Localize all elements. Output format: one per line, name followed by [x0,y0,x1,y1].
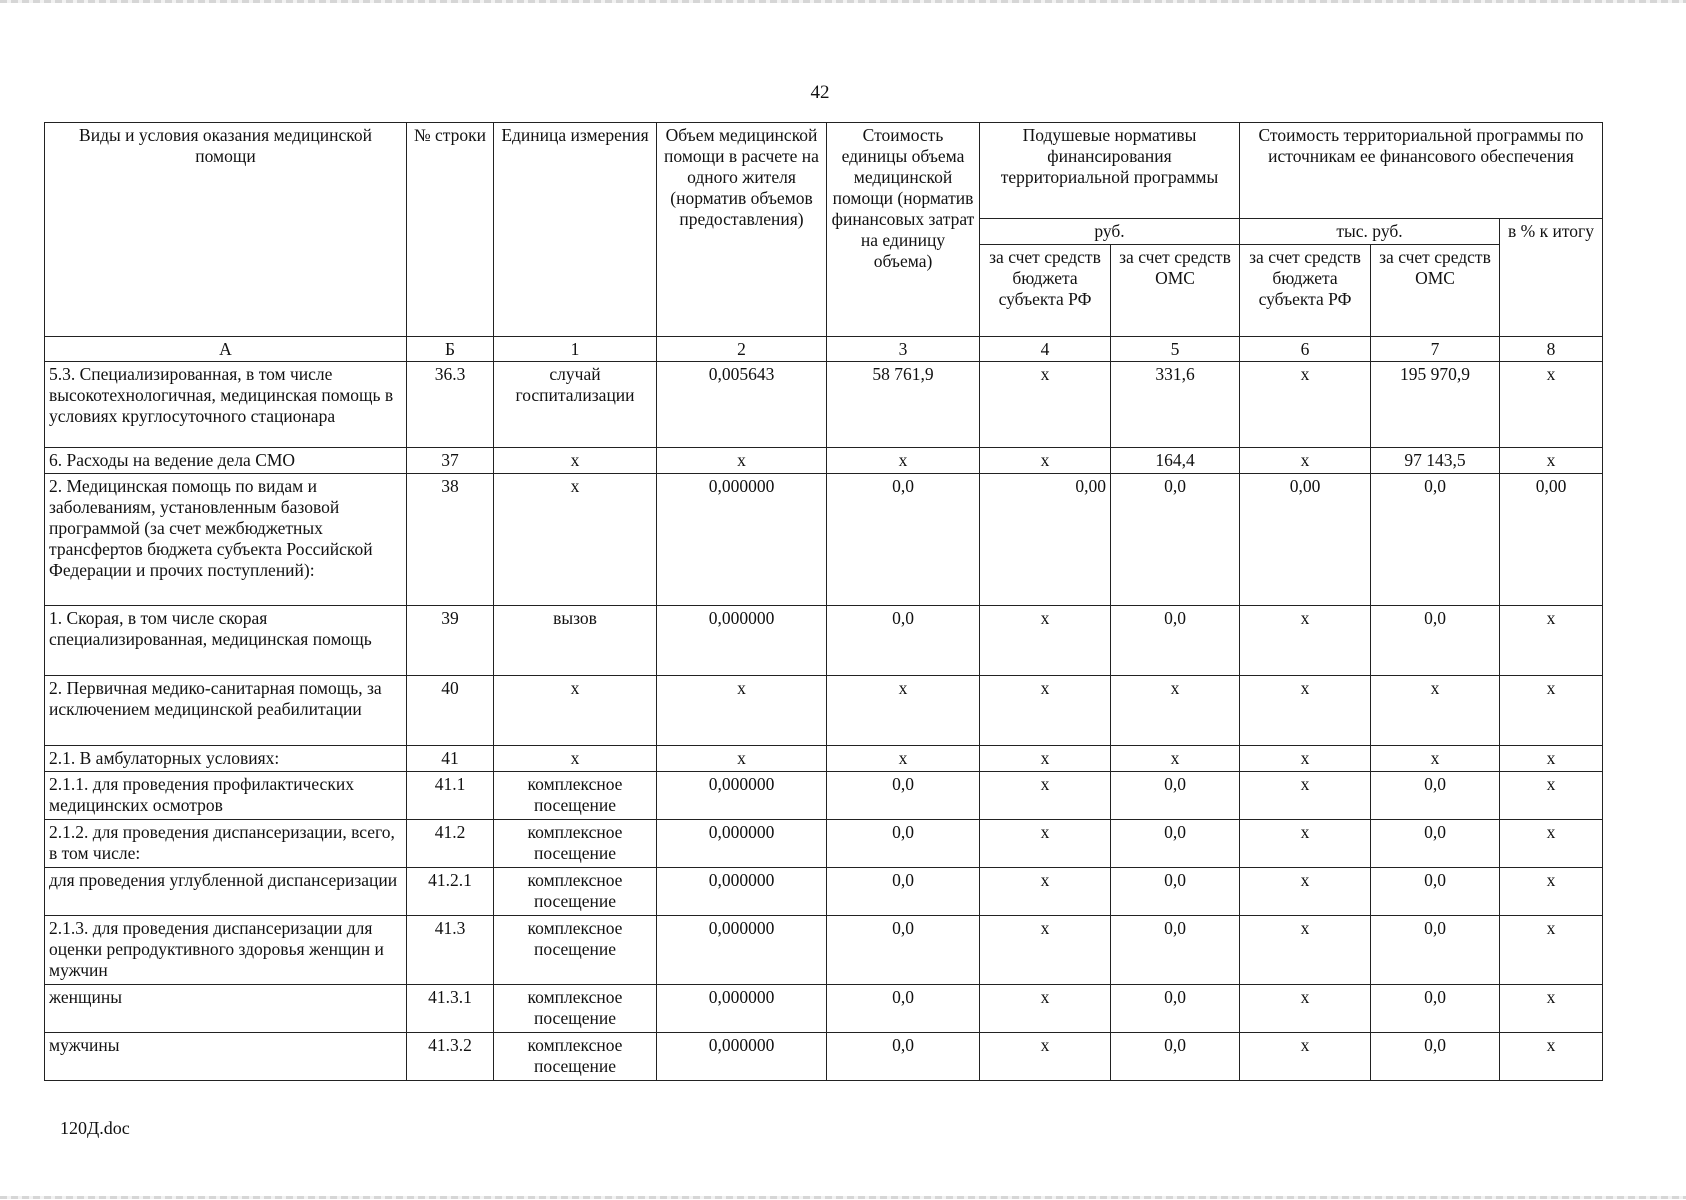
table-row [45,1033,1603,1081]
cell-row-no: 37 [407,448,494,474]
cell-name: 2.1. В амбулаторных условиях: [45,746,407,772]
index-cell: 6 [1240,337,1371,362]
cell-volume: х [657,448,827,474]
cell-cost: 58 761,9 [827,362,980,448]
cell-row-no: 41.1 [407,772,494,820]
cell-tc-budget: х [1240,448,1371,474]
index-cell: Б [407,337,494,362]
cell-percent: х [1500,868,1603,916]
cell-name: для проведения углубленной диспансеризации [45,868,407,916]
index-cell: А [45,337,407,362]
header-pc-budget: за счет средств бюджета субъекта РФ [980,245,1111,337]
cell-tc-budget: х [1240,820,1371,868]
cell-cost: 0,0 [827,985,980,1033]
header-unit-rub: руб. [980,219,1240,245]
cell-tc-oms: 0,0 [1371,916,1500,985]
header-name: Виды и условия оказания медицинской помощи [45,123,407,337]
cell-row-no: 40 [407,676,494,746]
cell-tc-oms: 0,0 [1371,606,1500,676]
column-index-row [45,337,1603,362]
cell-tc-oms: 0,0 [1371,985,1500,1033]
table-row [45,985,1603,1033]
cell-tc-oms: 0,0 [1371,474,1500,606]
cell-tc-oms: 195 970,9 [1371,362,1500,448]
cell-pc-budget: х [980,606,1111,676]
index-cell: 2 [657,337,827,362]
index-cell: 3 [827,337,980,362]
cell-pc-oms: 0,0 [1111,868,1240,916]
cell-name: 1. Скорая, в том числе скорая специализированная, медицинская помощь [45,606,407,676]
cell-volume: 0,000000 [657,868,827,916]
header-tc-oms: за счет средств ОМС [1371,245,1500,337]
cell-pc-oms: 0,0 [1111,985,1240,1033]
cell-cost: 0,0 [827,772,980,820]
cell-volume: х [657,676,827,746]
cell-unit: комплексное посещение [494,868,657,916]
cell-pc-oms: 0,0 [1111,820,1240,868]
cell-volume: 0,000000 [657,916,827,985]
table-row [45,868,1603,916]
cell-pc-oms: 0,0 [1111,772,1240,820]
cell-row-no: 41.3.1 [407,985,494,1033]
cell-name: женщины [45,985,407,1033]
cell-percent: х [1500,985,1603,1033]
cell-cost: 0,0 [827,868,980,916]
cell-unit: случай госпитализации [494,362,657,448]
page-number: 42 [810,82,830,103]
cell-tc-oms: 0,0 [1371,772,1500,820]
header-program-cost-group: Стоимость территориальной программы по источникам ее финансового обеспечения [1240,123,1603,219]
cell-percent: х [1500,916,1603,985]
header-cost: Стоимость единицы объема медицинской помощи (норматив финансовых затрат на единицу объема) [827,123,980,337]
cell-row-no: 41.3 [407,916,494,985]
table-row [45,676,1603,746]
cell-pc-budget: х [980,676,1111,746]
cell-pc-oms: 164,4 [1111,448,1240,474]
cell-row-no: 41.2.1 [407,868,494,916]
cell-volume: 0,000000 [657,606,827,676]
header-pc-oms: за счет средств ОМС [1111,245,1240,337]
cell-cost: 0,0 [827,820,980,868]
cell-pc-budget: х [980,746,1111,772]
program-cost-table [44,122,1603,1081]
cell-cost: х [827,746,980,772]
cell-pc-budget: х [980,985,1111,1033]
cell-unit: комплексное посещение [494,985,657,1033]
table-row [45,362,1603,448]
cell-pc-budget: х [980,362,1111,448]
cell-pc-oms: х [1111,746,1240,772]
cell-percent: 0,00 [1500,474,1603,606]
cell-volume: 0,000000 [657,772,827,820]
cell-volume: 0,000000 [657,474,827,606]
index-cell: 4 [980,337,1111,362]
cell-row-no: 39 [407,606,494,676]
cell-percent: х [1500,772,1603,820]
cell-pc-oms: х [1111,676,1240,746]
cell-name: 2.1.3. для проведения диспансеризации для оценки репродуктивного здоровья женщин и мужчин [45,916,407,985]
cell-pc-oms: 0,0 [1111,606,1240,676]
scan-bottom-edge [0,1196,1686,1199]
cell-pc-budget: х [980,820,1111,868]
cell-tc-budget: х [1240,1033,1371,1081]
cell-tc-budget: х [1240,916,1371,985]
cell-tc-budget: х [1240,868,1371,916]
cell-row-no: 38 [407,474,494,606]
index-cell: 1 [494,337,657,362]
index-cell: 5 [1111,337,1240,362]
cell-name: 2. Медицинская помощь по видам и заболеваниям, установленным базовой программой (за счет межбюджетных трансфертов бюджета субъекта Российской Федерации и прочих поступлений): [45,474,407,606]
header-volume: Объем медицинской помощи в расчете на одного жителя (норматив объемов предоставления) [657,123,827,337]
cell-tc-oms: 0,0 [1371,1033,1500,1081]
cell-name: 2. Первичная медико-санитарная помощь, за исключением медицинской реабилитации [45,676,407,746]
cell-tc-budget: х [1240,362,1371,448]
table-row [45,606,1603,676]
cell-percent: х [1500,362,1603,448]
table-row [45,474,1603,606]
index-cell: 8 [1500,337,1603,362]
cell-unit: комплексное посещение [494,916,657,985]
header-percent: в % к итогу [1500,219,1603,337]
cell-row-no: 41.3.2 [407,1033,494,1081]
cell-unit: х [494,746,657,772]
cell-percent: х [1500,676,1603,746]
cell-tc-budget: х [1240,985,1371,1033]
cell-unit: х [494,448,657,474]
cell-row-no: 36.3 [407,362,494,448]
cell-tc-budget: 0,00 [1240,474,1371,606]
cell-row-no: 41 [407,746,494,772]
cell-tc-budget: х [1240,772,1371,820]
cell-pc-budget: х [980,448,1111,474]
cell-percent: х [1500,746,1603,772]
table-row [45,746,1603,772]
cell-percent: х [1500,1033,1603,1081]
cell-tc-oms: х [1371,746,1500,772]
scan-top-edge [0,0,1686,3]
cell-cost: 0,0 [827,606,980,676]
cell-tc-budget: х [1240,676,1371,746]
header-unit-thousand-rub: тыс. руб. [1240,219,1500,245]
cell-percent: х [1500,820,1603,868]
index-cell: 7 [1371,337,1500,362]
cell-cost: 0,0 [827,474,980,606]
cell-unit: х [494,676,657,746]
cell-volume: 0,000000 [657,1033,827,1081]
cell-unit: комплексное посещение [494,820,657,868]
cell-tc-oms: 0,0 [1371,820,1500,868]
table-row [45,772,1603,820]
cell-unit: вызов [494,606,657,676]
cell-tc-budget: х [1240,746,1371,772]
cell-cost: х [827,448,980,474]
cell-pc-oms: 0,0 [1111,916,1240,985]
cell-tc-budget: х [1240,606,1371,676]
cell-row-no: 41.2 [407,820,494,868]
cell-unit: комплексное посещение [494,1033,657,1081]
cell-unit: комплексное посещение [494,772,657,820]
cell-tc-oms: 97 143,5 [1371,448,1500,474]
cell-cost: х [827,676,980,746]
cell-cost: 0,0 [827,1033,980,1081]
cell-name: 2.1.1. для проведения профилактических медицинских осмотров [45,772,407,820]
cell-pc-oms: 0,0 [1111,474,1240,606]
table-row [45,448,1603,474]
cell-pc-budget: х [980,916,1111,985]
cell-pc-budget: х [980,868,1111,916]
cell-cost: 0,0 [827,916,980,985]
cell-pc-budget: х [980,1033,1111,1081]
cell-volume: 0,000000 [657,985,827,1033]
table-row [45,916,1603,985]
cell-tc-oms: 0,0 [1371,868,1500,916]
cell-percent: х [1500,448,1603,474]
cell-volume: х [657,746,827,772]
cell-unit: х [494,474,657,606]
cell-name: 5.3. Специализированная, в том числе высокотехнологичная, медицинская помощь в условиях круглосуточного стационара [45,362,407,448]
cell-pc-oms: 0,0 [1111,1033,1240,1081]
header-tc-budget: за счет средств бюджета субъекта РФ [1240,245,1371,337]
header-per-capita-group: Подушевые нормативы финансирования территориальной программы [980,123,1240,219]
cell-pc-oms: 331,6 [1111,362,1240,448]
cell-name: 6. Расходы на ведение дела СМО [45,448,407,474]
cell-volume: 0,005643 [657,362,827,448]
table-row [45,820,1603,868]
cell-tc-oms: х [1371,676,1500,746]
cell-pc-budget: х [980,772,1111,820]
cell-pc-budget: 0,00 [980,474,1111,606]
header-unit: Единица измерения [494,123,657,337]
cell-name: 2.1.2. для проведения диспансеризации, всего, в том числе: [45,820,407,868]
footer-file-name: 120Д.doc [60,1118,130,1138]
cell-name: мужчины [45,1033,407,1081]
header-row-no: № строки [407,123,494,337]
cell-percent: х [1500,606,1603,676]
cell-volume: 0,000000 [657,820,827,868]
